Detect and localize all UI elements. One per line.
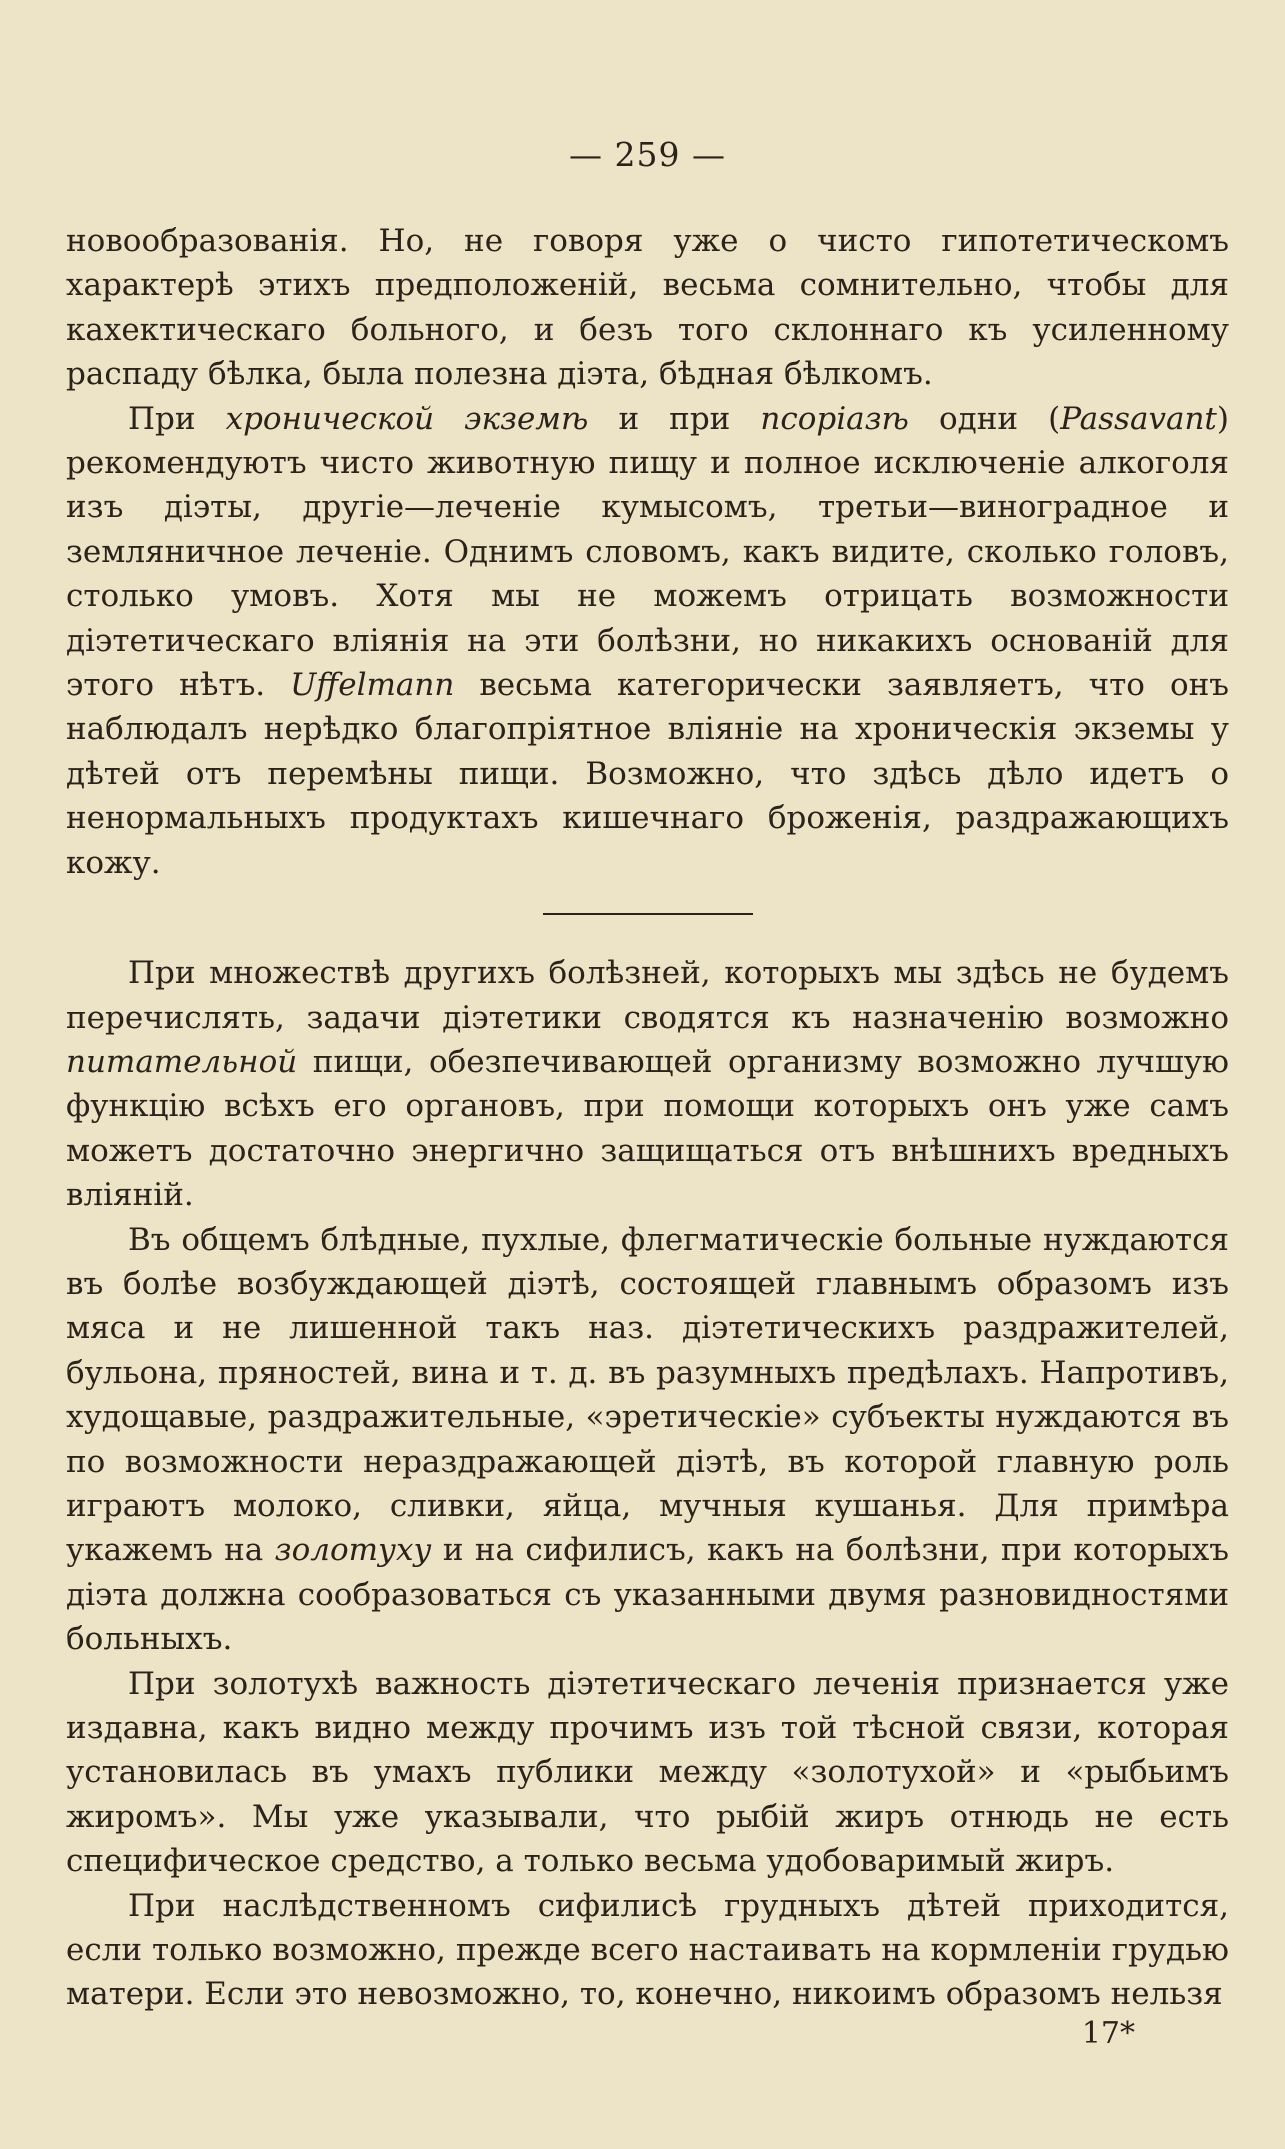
text-run: одни ( bbox=[908, 400, 1061, 437]
text-run: При множествѣ другихъ болѣзней, которыхъ мы здѣсь не будемъ перечислять, задачи діэтетики сводятся къ назначенію возможно bbox=[66, 955, 1229, 1036]
text-run: Въ общемъ блѣдные, пухлые, флегматическіе больные нуждаются въ болѣе возбуждающей діэтѣ, состоящей главнымъ образомъ изъ мяса и не лишенной такъ наз. діэтетическихъ раздражителей, бульона, пряностей, вина и т. д. въ разумныхъ предѣлахъ. Напротивъ, худощавые, раздражительные, «эретическіе» субъекты нуждаются въ по возможности нераздражающей діэтѣ, въ которой главную роль играютъ молоко, сливки, яйца, мучныя кушанья. Для примѣра укажемъ на bbox=[66, 1221, 1229, 1569]
text-run: и на сифилисъ, какъ на болѣзни, при которыхъ діэта должна сообразоваться съ указанными двумя разновидностями больныхъ. bbox=[66, 1532, 1229, 1658]
italic-term: золотуху bbox=[274, 1532, 432, 1569]
text-run: При bbox=[128, 400, 226, 437]
text-run: При золотухѣ важность діэтетическаго леченія признается уже издавна, какъ видно между прочимъ изъ той тѣсной связи, которая установилась въ умахъ публики между «золотухой» и «рыбьимъ жиромъ». Мы уже указывали, что рыбій жиръ отнюдь не есть специфическое средство, а только весьма удобоваримый жиръ. bbox=[66, 1665, 1229, 1880]
text-run: весьма категорически заявляетъ, что онъ наблюдалъ нерѣдко благопріятное вліяніе на хроническія экземы у дѣтей отъ перемѣны пищи. Возможно, что здѣсь дѣло идетъ о ненормальныхъ продуктахъ кишечнаго броженія, раздражающихъ кожу. bbox=[66, 667, 1230, 881]
italic-term: хронической экземѣ bbox=[225, 400, 589, 437]
paragraph-3 bbox=[66, 951, 1229, 1217]
text-run: При наслѣдственномъ сифилисѣ грудныхъ дѣтей приходится, если только возможно, прежде всего настаивать на кормленіи грудью матери. Если это невозможно, то, конечно, никоимъ образомъ нельзя bbox=[66, 1887, 1229, 2013]
italic-term: питательной bbox=[66, 1043, 298, 1080]
text-run: новообразованія. Но, не говоря уже о чисто гипотетическомъ характерѣ этихъ предположеній, весьма сомнительно, чтобы для кахектическаго больного, и безъ того склоннаго къ усиленному распаду бѣлка, была полезна діэта, бѣдная бѣлкомъ. bbox=[66, 223, 1229, 393]
text-run: пищи, обезпечивающей организму возможно лучшую функцію всѣхъ его органовъ, при помощи которыхъ онъ уже самъ можетъ достаточно энергично защищаться отъ внѣшнихъ вредныхъ вліяній. bbox=[66, 1043, 1229, 1214]
paragraph-2 bbox=[66, 397, 1229, 885]
paragraph-1 bbox=[66, 219, 1229, 397]
paragraph-4 bbox=[66, 1218, 1229, 1662]
page-number: — 259 — bbox=[569, 135, 726, 174]
paragraph-5 bbox=[66, 1662, 1229, 1884]
signature-mark: 17* bbox=[1081, 2016, 1135, 2051]
text-run: ) рекомендуютъ чисто животную пищу и полное исключеніе алкоголя изъ діэты, другіе—леченіе кумысомъ, третьи—виноградное и земляничное леченіе. Однимъ словомъ, какъ видите, сколько головъ, столько умовъ. Хотя мы не можемъ отрицать возможности діэтетическаго вліянія на эти болѣзни, но никакихъ основаній для этого нѣтъ. bbox=[66, 400, 1229, 704]
paragraph-6 bbox=[66, 1884, 1229, 2017]
italic-term: псоріазѣ bbox=[760, 400, 909, 437]
section-divider bbox=[543, 913, 753, 915]
italic-term: Passavant bbox=[1060, 400, 1217, 437]
italic-term: Uffelmann bbox=[290, 667, 455, 704]
text-run: и при bbox=[588, 400, 761, 437]
